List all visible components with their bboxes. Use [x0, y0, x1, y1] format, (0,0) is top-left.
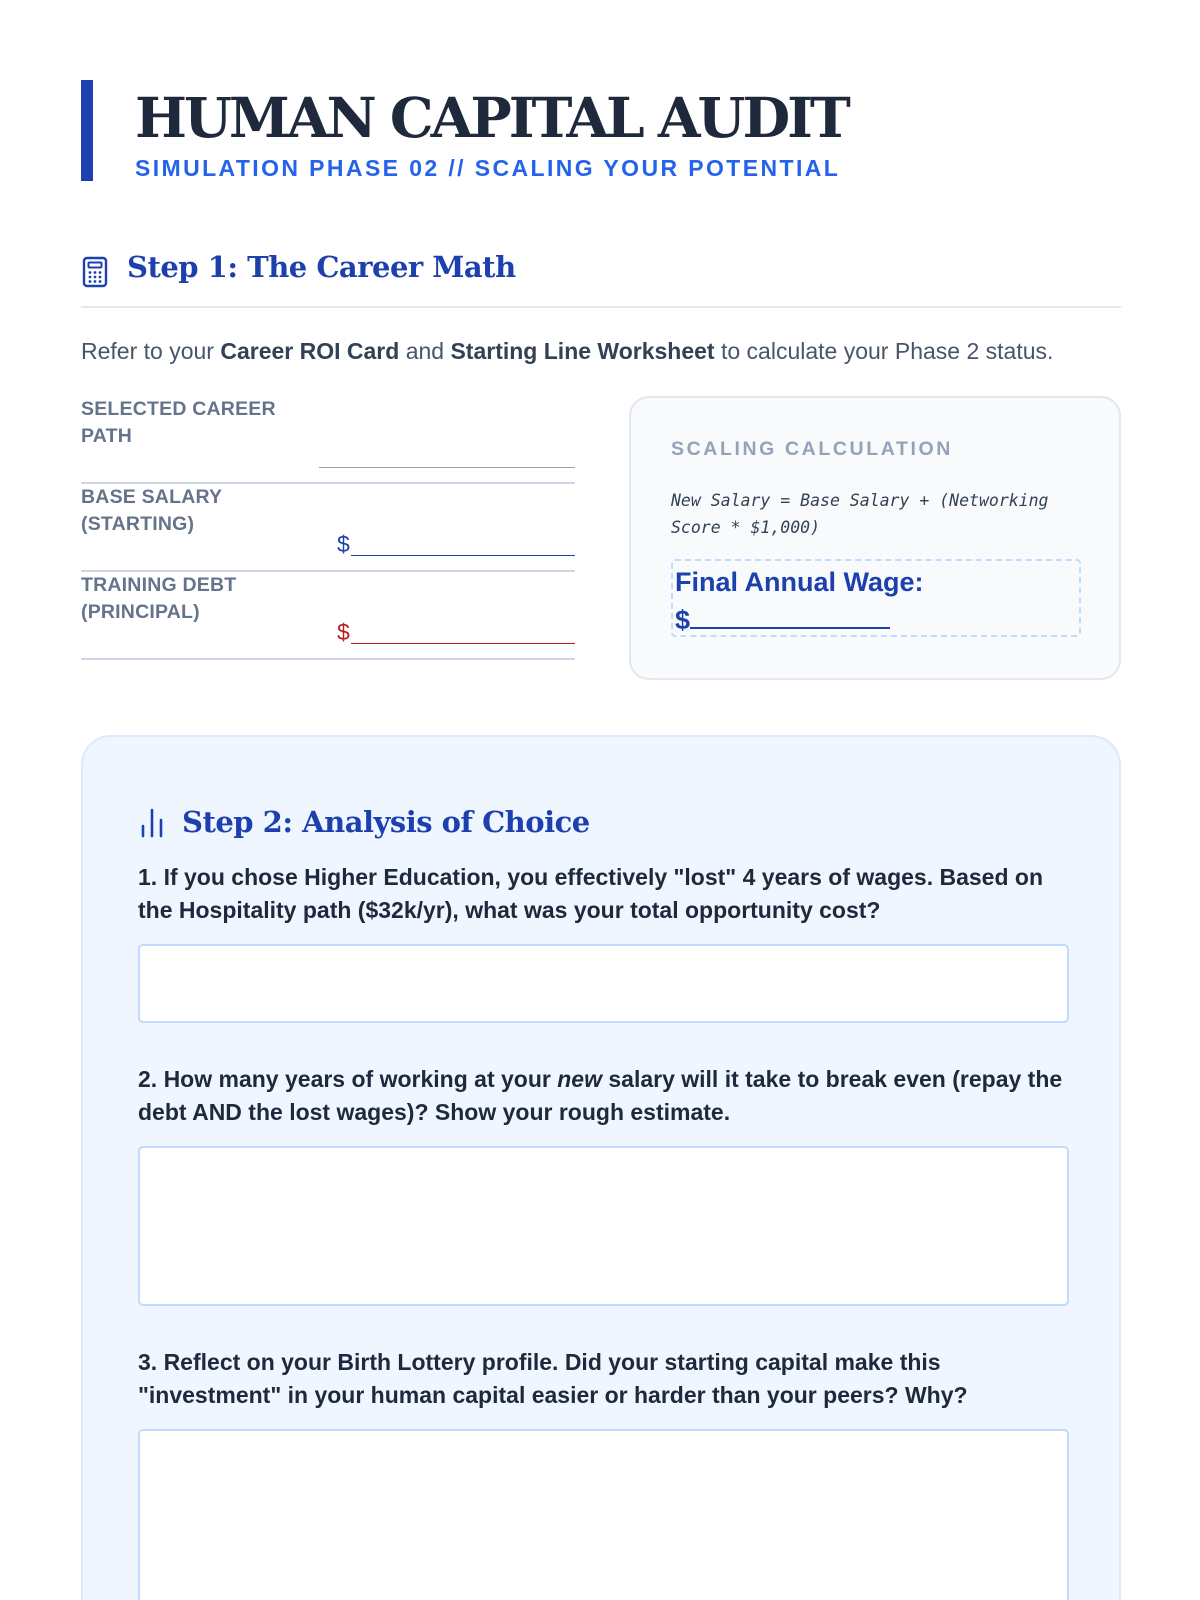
training-debt-input[interactable]	[319, 614, 575, 644]
answer-3-input[interactable]	[138, 1429, 1069, 1600]
calc-title: SCALING CALCULATION	[671, 438, 953, 460]
step1-title: Step 1: The Career Math	[127, 250, 516, 284]
field-career-path	[81, 396, 575, 484]
dollar-sign: $	[337, 619, 350, 645]
calc-formula: New Salary = Base Salary + (Networking Score * $1,000)	[671, 491, 1049, 537]
wage-blank	[690, 603, 890, 629]
intro-text: Refer to your	[81, 338, 221, 364]
intro-text: to calculate your Phase 2 status.	[714, 338, 1054, 364]
field-label: TRAINING DEBT (PRINCIPAL)	[81, 574, 237, 623]
career-path-input[interactable]	[319, 438, 575, 468]
question-text: salary will it take to break even (repay the debt AND the lost wages)? Show your rough estimate.	[138, 1066, 1063, 1125]
page-subtitle: SIMULATION PHASE 02 // SCALING YOUR POTENTIAL	[135, 155, 841, 181]
field-label: SELECTED CAREER PATH	[81, 398, 276, 447]
step2-title: Step 2: Analysis of Choice	[182, 805, 590, 839]
bar-chart-icon	[138, 806, 166, 838]
wage-dollar: $	[675, 605, 691, 635]
field-label: BASE SALARY (STARTING)	[81, 486, 222, 535]
wage-label: Final Annual Wage:	[675, 567, 924, 597]
intro-career-roi-card: Career ROI Card	[220, 338, 400, 364]
page-header	[81, 80, 1121, 181]
step2-panel	[81, 735, 1121, 1600]
field-base-salary	[81, 484, 575, 572]
final-wage-box[interactable]	[671, 559, 1081, 637]
dollar-sign: $	[337, 531, 350, 557]
calculator-icon	[81, 256, 109, 288]
blank-line	[351, 643, 575, 644]
step1-heading	[81, 250, 1121, 308]
question-emphasis: new	[557, 1066, 602, 1092]
intro-starting-line-worksheet: Starting Line Worksheet	[450, 338, 715, 364]
field-training-debt	[81, 572, 575, 660]
scaling-calculation-card	[629, 396, 1121, 680]
blank-line	[351, 555, 575, 556]
page-title: HUMAN CAPITAL AUDIT	[135, 85, 848, 150]
career-fields	[81, 396, 575, 660]
blank-line	[319, 467, 575, 468]
wage-line	[675, 601, 1077, 639]
answer-2-input[interactable]	[138, 1146, 1069, 1306]
base-salary-input[interactable]	[319, 526, 575, 556]
question-3: 3. Reflect on your Birth Lottery profile. Did your starting capital make this "investment" in your human capital easier or harder than your peers? Why?	[138, 1349, 968, 1408]
question-2	[138, 1063, 1064, 1129]
intro-text: and	[399, 338, 451, 364]
question-1: 1. If you chose Higher Education, you effectively "lost" 4 years of wages. Based on the Hospitality path ($32k/yr), what was your total opportunity cost?	[138, 864, 1044, 923]
step2-heading	[138, 793, 1064, 851]
question-text: 2. How many years of working at your	[138, 1066, 558, 1092]
step1-intro	[81, 338, 1053, 365]
answer-1-input[interactable]	[138, 944, 1069, 1023]
